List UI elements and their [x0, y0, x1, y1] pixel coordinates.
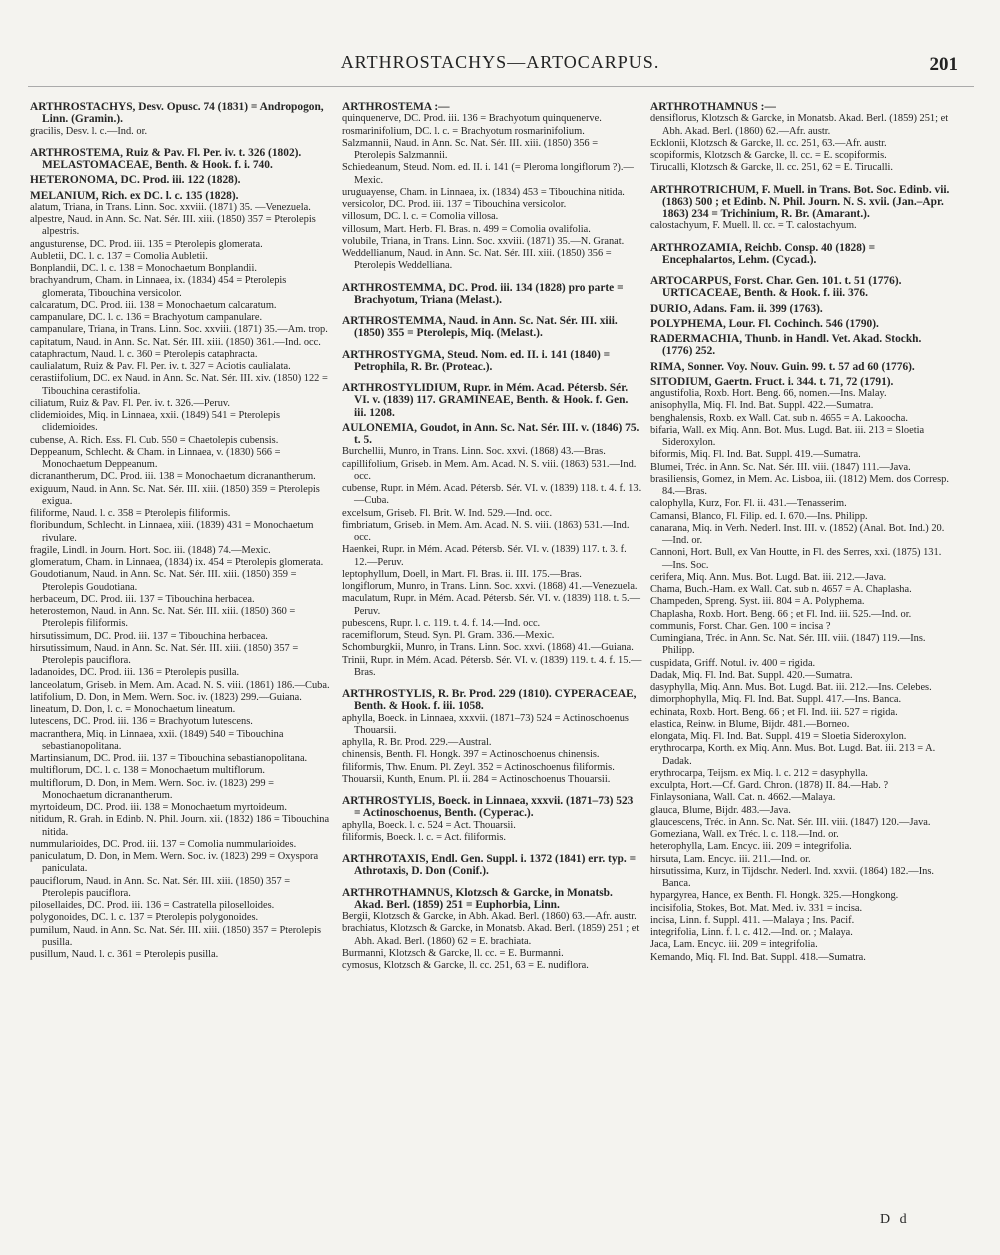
species-entry: Aubletii, DC. l. c. 137 = Comolia Aubletii.: [30, 250, 208, 262]
species-entry: Schiedeanum, Steud. Nom. ed. II. i. 141 (= Pleroma longiflorum ?).—Mexic.: [342, 162, 634, 186]
species-entry: hypargyrea, Hance, ex Benth. Fl. Hongk. 325.—Hongkong.: [650, 890, 899, 902]
species-entry: Haenkei, Rupr. in Mém. Acad. Pétersb. Sér. VI. v. (1839) 117. t. 3. f. 12.—Peruv.: [342, 544, 627, 568]
species-entry: Jaca, Lam. Encyc. iii. 209 = integrifolia.: [650, 939, 818, 951]
genus-entry: ARTHROSTEMA :—: [342, 101, 450, 113]
species-entry: aphylla, R. Br. Prod. 229.—Austral.: [342, 737, 492, 748]
species-entry: Thouarsii, Kunth, Enum. Pl. ii. 284 = Actinoschoenus Thouarsii.: [342, 773, 611, 785]
entry-gap: [342, 373, 642, 379]
species-entry: campanulare, Triana, in Trans. Linn. Soc. xxviii. (1871) 35.—Am. trop.: [30, 324, 328, 336]
species-entry: echinata, Roxb. Hort. Beng. 66 ; et Fl. Ind. iii. 527 = rigida.: [650, 706, 898, 718]
species-entry: densiflorus, Klotzsch & Garcke, in Monatsb. Akad. Berl. (1859) 251; et Abh. Akad. Berl. (1860) 62.—Afr. austr.: [650, 113, 949, 137]
entry-gap: [342, 306, 642, 312]
species-entry: dasyphylla, Miq. Ann. Mus. Bot. Lugd. Bat. iii. 212.—Ins. Celebes.: [650, 682, 932, 693]
species-entry: communis, Forst. Char. Gen. 100 = incisa ?: [650, 620, 831, 632]
species-entry: erythrocarpa, Teijsm. ex Miq. l. c. 212 = dasyphylla.: [650, 767, 868, 779]
species-entry: calostachyum, F. Muell. ll. cc. = T. calostachyum.: [650, 220, 857, 232]
species-entry: angustifolia, Roxb. Hort. Beng. 66, nomen.—Ins. Malay.: [650, 388, 887, 399]
species-entry: Blumei, Tréc. in Ann. Sc. Nat. Sér. III. viii. (1847) 111.—Java.: [650, 461, 911, 473]
species-entry: hirsutissima, Kurz, in Tijdschr. Nederl. Ind. xxvii. (1864) 182.—Ins. Banca.: [650, 865, 934, 889]
species-entry: leptophyllum, Doell, in Mart. Fl. Bras. ii. III. 175.—Bras.: [342, 568, 582, 580]
species-entry: chinensis, Benth. Fl. Hongk. 397 = Actinoschoenus chinensis.: [342, 749, 600, 761]
genus-entry: ARTHROSTYLIS, R. Br. Prod. 229 (1810). CYPERACEAE, Benth. & Hook. f. iii. 1058.: [342, 688, 637, 713]
species-entry: benghalensis, Roxb. ex Wall. Cat. sub n. 4655 = A. Lakoocha.: [650, 412, 908, 424]
species-entry: cubense, A. Rich. Ess. Fl. Cub. 550 = Chaetolepis cubensis.: [30, 434, 279, 446]
species-entry: erythrocarpa, Korth. ex Miq. Ann. Mus. Bot. Lugd. Bat. iii. 213 = A. Dadak.: [650, 743, 936, 767]
species-entry: nitidum, R. Grah. in Edinb. N. Phil. Journ. xii. (1832) 186 = Tibouchina nitida.: [30, 814, 330, 838]
species-entry: excelsum, Griseb. Fl. Brit. W. Ind. 529.—Ind. occ.: [342, 507, 553, 519]
species-entry: dicranantherum, DC. Prod. iii. 138 = Monochaetum dicranantherum.: [30, 471, 316, 483]
page-number: 201: [929, 54, 958, 75]
species-entry: filiformis, Boeck. l. c. = Act. filiformis.: [342, 831, 507, 843]
species-entry: anisophylla, Miq. Fl. Ind. Bat. Suppl. 422.—Sumatra.: [650, 400, 874, 412]
species-entry: Weddellianum, Naud. in Ann. Sc. Nat. Sér. III. xiii. (1850) 356 = Pterolepis Weddelliana.: [342, 248, 612, 272]
entry-gap: [342, 786, 642, 792]
species-entry: elongata, Miq. Fl. Ind. Bat. Suppl. 419 = Sloetia Sideroxylon.: [650, 731, 907, 742]
species-entry: versicolor, DC. Prod. iii. 137 = Tibouchina versicolor.: [342, 199, 567, 210]
genus-entry: ARTHROSTYLIDIUM, Rupr. in Mém. Acad. Pétersb. Sér. VI. v. (1839) 117. GRAMINEAE, Benth. & Hook. f. Gen. iii. 1208.: [342, 382, 629, 419]
species-entry: cymosus, Klotzsch & Garcke, ll. cc. 251, 63 = E. nudiflora.: [342, 960, 589, 971]
species-entry: integrifolia, Linn. f. l. c. 412.—Ind. or. ; Malaya.: [650, 927, 853, 938]
species-entry: Tirucalli, Klotzsch & Garcke, ll. cc. 251, 62 = E. Tirucalli.: [650, 162, 893, 174]
genus-entry: SITODIUM, Gaertn. Fruct. i. 344. t. 71, 72 (1791).: [650, 375, 894, 388]
species-entry: Champeden, Spreng. Syst. iii. 804 = A. Polyphema.: [650, 596, 865, 608]
species-entry: glaucescens, Tréc. in Ann. Sc. Nat. Sér. III. viii. (1847) 120.—Java.: [650, 816, 931, 828]
species-entry: capitatum, Naud. in Ann. Sc. Nat. Sér. III. xiii. (1850) 361.—Ind. occ.: [30, 336, 321, 348]
species-entry: paniculatum, D. Don, in Mem. Wern. Soc. iv. (1823) 299 = Oxyspora paniculata.: [30, 851, 319, 875]
genus-entry: ARTHROTRICHUM, F. Muell. in Trans. Bot. Soc. Edinb. vii. (1863) 500 ; et Edinb. N. Phil. Journ. N. S. xvii. (Jan.–Apr. 1863) 234 = Trichinium, R. Br. (Amarant.).: [650, 183, 950, 220]
species-entry: polygonoides, DC. l. c. 137 = Pterolepis polygonoides.: [30, 912, 259, 924]
species-entry: pusillum, Naud. l. c. 361 = Pterolepis pusilla.: [30, 949, 219, 960]
species-entry: filiformis, Thw. Enum. Pl. Zeyl. 352 = Actinoschoenus filiformis.: [342, 761, 615, 773]
species-entry: floribundum, Schlecht. in Linnaea, xiii. (1839) 431 = Monochaetum rivulare.: [30, 520, 314, 544]
species-entry: Trinii, Rupr. in Mém. Acad. Pétersb. Sér. VI. v. (1839) 119. t. 4. f. 15.—Bras.: [342, 654, 642, 678]
species-entry: cerifera, Miq. Ann. Mus. Bot. Lugd. Bat. iii. 212.—Java.: [650, 571, 887, 583]
species-entry: Burchellii, Munro, in Trans. Linn. Soc. xxvi. (1868) 43.—Bras.: [342, 446, 606, 458]
species-entry: Bergii, Klotzsch & Garcke, in Abh. Akad. Berl. (1860) 63.—Afr. austr.: [342, 911, 637, 922]
species-entry: campanulare, DC. l. c. 136 = Brachyotum campanulare.: [30, 312, 263, 323]
species-entry: pumilum, Naud. in Ann. Sc. Nat. Sér. III. xiii. (1850) 357 = Pterolepis pusilla.: [30, 924, 321, 948]
species-entry: villosum, DC. l. c. = Comolia villosa.: [342, 211, 499, 223]
species-entry: clidemioides, Miq. in Linnaea, xxii. (1849) 541 = Pterolepis clidemioides.: [30, 410, 280, 434]
species-entry: Chaplasha, Roxb. Hort. Beng. 66 ; et Fl. Ind. iii. 525.—Ind. or.: [650, 608, 912, 620]
entry-gap: [650, 266, 950, 272]
species-entry: fragile, Lindl. in Journ. Hort. Soc. iii. (1848) 74.—Mexic.: [30, 544, 271, 556]
species-entry: lineatum, D. Don, l. c. = Monochaetum lineatum.: [30, 704, 236, 715]
entry-gap: [30, 138, 330, 144]
species-entry: maculatum, Rupr. in Mém. Acad. Pétersb. Sér. VI. v. (1839) 118. t. 5.—Peruv.: [342, 593, 641, 617]
genus-entry: ARTHROSTACHYS, Desv. Opusc. 74 (1831) = Andropogon, Linn. (Gramin.).: [30, 101, 324, 126]
genus-entry: ARTHROSTYGMA, Steud. Nom. ed. II. i. 141 (1840) = Petrophila, R. Br. (Proteac.).: [342, 348, 611, 373]
genus-entry: ARTHROTAXIS, Endl. Gen. Suppl. i. 1372 (1841) err. typ. = Athrotaxis, D. Don (Conif.).: [342, 853, 637, 878]
species-entry: fimbriatum, Griseb. in Mem. Am. Acad. N. S. viii. (1863) 531.—Ind. occ.: [342, 519, 630, 543]
genus-entry: RADERMACHIA, Thunb. in Handl. Vet. Akad. Stockh. (1776) 252.: [650, 333, 922, 358]
entry-gap: [650, 175, 950, 181]
species-entry: alatum, Triana, in Trans. Linn. Soc. xxviii. (1871) 35. —Venezuela.: [30, 201, 311, 213]
genus-entry: ARTHROTHAMNUS :—: [650, 101, 776, 113]
species-entry: Finlaysoniana, Wall. Cat. n. 4662.—Malaya.: [650, 792, 836, 804]
column-1: [30, 98, 330, 961]
entry-gap: [342, 679, 642, 685]
species-entry: lanceolatum, Griseb. in Mem. Am. Acad. N. S. viii. (1861) 186.—Cuba.: [30, 679, 330, 691]
species-entry: exculpta, Hort.—Cf. Gard. Chron. (1878) II. 84.—Hab. ?: [650, 780, 889, 791]
species-entry: racemiflorum, Steud. Syn. Pl. Gram. 336.—Mexic.: [342, 630, 555, 641]
species-entry: aphylla, Boeck. l. c. 524 = Act. Thouarsii.: [342, 819, 516, 831]
species-entry: longiflorum, Munro, in Trans. Linn. Soc. xxvi. (1868) 41.—Venezuela.: [342, 581, 638, 592]
species-entry: Salzmannii, Naud. in Ann. Sc. Nat. Sér. III. xiii. (1850) 356 = Pterolepis Salzmannii.: [342, 137, 599, 161]
species-entry: heterophylla, Lam. Encyc. iii. 209 = integrifolia.: [650, 841, 852, 853]
column-3: [650, 98, 950, 964]
species-entry: Bonplandii, DC. l. c. 138 = Monochaetum Bonplandii.: [30, 263, 257, 274]
species-entry: glomeratum, Cham. in Linnaea, (1834) ix. 454 = Pterolepis glomerata.: [30, 557, 324, 568]
genus-entry: ARTHROSTEMMA, DC. Prod. iii. 134 (1828) pro parte = Brachyotum, Triana (Melast.).: [342, 281, 624, 306]
species-entry: angusturense, DC. Prod. iii. 135 = Pterolepis glomerata.: [30, 238, 263, 250]
header-rule: [28, 86, 974, 87]
species-entry: rosmarinifolium, DC. l. c. = Brachyotum rosmarinifolium.: [342, 125, 585, 137]
species-entry: incisa, Linn. f. Suppl. 411. —Malaya ; Ins. Pacif.: [650, 914, 855, 926]
species-entry: cubense, Rupr. in Mém. Acad. Pétersb. Sér. VI. v. (1839) 118. t. 4. f. 13.—Cuba.: [342, 483, 642, 507]
species-entry: herbaceum, DC. Prod. iii. 137 = Tibouchina herbacea.: [30, 593, 255, 605]
genus-entry: MELANIUM, Rich. ex DC. l. c. 135 (1828).: [30, 189, 239, 202]
species-entry: Camansi, Blanco, Fl. Filip. ed. I. 670.—Ins. Philipp.: [650, 510, 868, 522]
species-entry: Martinsianum, DC. Prod. iii. 137 = Tibouchina sebastianopolitana.: [30, 753, 308, 764]
species-entry: multiflorum, DC. l. c. 138 = Monochaetum multiflorum.: [30, 765, 266, 777]
species-entry: dimorphophylla, Miq. Fl. Ind. Bat. Suppl. 417.—Ins. Banca.: [650, 694, 902, 706]
running-title: ARTHROSTACHYS—ARTOCARPUS.: [340, 52, 660, 72]
entry-gap: [342, 273, 642, 279]
species-entry: ladanoides, DC. Prod. iii. 136 = Pterolepis pusilla.: [30, 667, 240, 679]
genus-entry: ARTHROTHAMNUS, Klotzsch & Garcke, in Monatsb. Akad. Berl. (1859) 251 = Euphorbia, Linn.: [342, 886, 613, 911]
species-entry: Dadak, Miq. Fl. Ind. Bat. Suppl. 420.—Sumatra.: [650, 669, 853, 681]
species-entry: caulialatum, Ruiz & Pav. Fl. Per. iv. t. 327 = Aciotis caulialata.: [30, 361, 291, 372]
genus-entry: ARTOCARPUS, Forst. Char. Gen. 101. t. 51 (1776). URTICACEAE, Benth. & Hook. f. iii. 376.: [650, 275, 902, 300]
species-entry: capillifolium, Griseb. in Mem. Am. Acad. N. S. viii. (1863) 531.—Ind. occ.: [342, 458, 637, 482]
species-entry: Gomeziana, Wall. ex Tréc. l. c. 118.—Ind. or.: [650, 829, 839, 840]
species-entry: gracilis, Desv. l. c.—Ind. or.: [30, 125, 148, 137]
species-entry: myrtoideum, DC. Prod. iii. 138 = Monochaetum myrtoideum.: [30, 802, 287, 813]
genus-entry: DURIO, Adans. Fam. ii. 399 (1763).: [650, 302, 823, 315]
genus-entry: ARTHROZAMIA, Reichb. Consp. 40 (1828) = Encephalartos, Lehm. (Cycad.).: [650, 241, 876, 266]
species-entry: calcaratum, DC. Prod. iii. 138 = Monochaetum calcaratum.: [30, 299, 277, 311]
species-entry: Schomburgkii, Munro, in Trans. Linn. Soc. xxvi. (1868) 41.—Guiana.: [342, 642, 634, 654]
signature-mark: D d: [880, 1212, 910, 1227]
species-entry: aphylla, Boeck. in Linnaea, xxxvii. (1871–73) 524 = Actinoschoenus Thouarsii.: [342, 712, 629, 736]
species-entry: hirsuta, Lam. Encyc. iii. 211.—Ind. or.: [650, 853, 811, 865]
entry-gap: [342, 878, 642, 884]
species-entry: latifolium, D. Don, in Mem. Wern. Soc. iv. (1823) 299.—Guiana.: [30, 691, 302, 703]
species-entry: brachyandrum, Cham. in Linnaea, ix. (1834) 454 = Pterolepis glomerata, Tibouchina versicolor.: [30, 275, 287, 299]
species-entry: cerastiifolium, DC. ex Naud. in Ann. Sc. Nat. Sér. III. xiv. (1850) 122 = Tibouchina cerastifolia.: [30, 373, 328, 397]
species-entry: brachiatus, Klotzsch & Garcke, in Monatsb. Akad. Berl. (1859) 251 ; et Abh. Akad. Berl. (1860) 62 = E. brachiata.: [342, 923, 640, 947]
species-entry: calophylla, Kurz, For. Fl. ii. 431.—Tenasserim.: [650, 498, 847, 510]
species-entry: glauca, Blume, Bijdr. 483.—Java.: [650, 804, 791, 816]
species-entry: Kemando, Miq. Fl. Ind. Bat. Suppl. 418.—Sumatra.: [650, 951, 866, 963]
genus-entry: ARTHROSTYLIS, Boeck. in Linnaea, xxxvii. (1871–73) 523 = Actinoschoenus, Benth. (Cyperac.).: [342, 795, 634, 820]
column-2: [342, 98, 642, 972]
species-entry: volubile, Triana, in Trans. Linn. Soc. xxviii. (1871) 35.—N. Granat.: [342, 235, 625, 247]
species-entry: ciliatum, Ruiz & Pav. Fl. Per. iv. t. 326.—Peruv.: [30, 397, 231, 409]
genus-entry: HETERONOMA, DC. Prod. iii. 122 (1828).: [30, 174, 241, 187]
genus-entry: POLYPHEMA, Lour. Fl. Cochinch. 546 (1790).: [650, 317, 879, 330]
species-entry: alpestre, Naud. in Ann. Sc. Nat. Sér. III. xiii. (1850) 357 = Pterolepis alpestris.: [30, 214, 316, 238]
species-entry: hirsutissimum, Naud. in Ann. Sc. Nat. Sér. III. xiii. (1850) 357 = Pterolepis pauciflora.: [30, 642, 299, 666]
entry-gap: [342, 844, 642, 850]
species-entry: villosum, Mart. Herb. Fl. Bras. n. 499 = Comolia ovalifolia.: [342, 223, 591, 235]
species-entry: Deppeanum, Schlecht. & Cham. in Linnaea, v. (1830) 566 = Monochaetum Deppeanum.: [30, 446, 281, 470]
species-entry: nummularioides, DC. Prod. iii. 137 = Comolia nummularioides.: [30, 838, 297, 850]
species-entry: cuspidata, Griff. Notul. iv. 400 = rigida.: [650, 657, 816, 669]
species-entry: multiflorum, D. Don, in Mem. Wern. Soc. iv. (1823) 299 = Monochaetum dicranantherum.: [30, 777, 274, 801]
genus-entry: ARTHROSTEMMA, Naud. in Ann. Sc. Nat. Sér. III. xiii. (1850) 355 = Pterolepis, Miq. (Melast.).: [342, 315, 618, 340]
species-entry: pubescens, Rupr. l. c. 119. t. 4. f. 14.—Ind. occ.: [342, 617, 541, 629]
species-entry: hirsutissimum, DC. Prod. iii. 137 = Tibouchina herbacea.: [30, 630, 268, 642]
species-entry: Ecklonii, Klotzsch & Garcke, ll. cc. 251, 63.—Afr. austr.: [650, 137, 887, 149]
species-entry: Chama, Buch.-Ham. ex Wall. Cat. sub n. 4657 = A. Chaplasha.: [650, 584, 912, 595]
species-entry: Cumingiana, Tréc. in Ann. Sc. Nat. Sér. III. viii. (1847) 119.—Ins. Philipp.: [650, 633, 926, 657]
species-entry: biformis, Miq. Fl. Ind. Bat. Suppl. 419.—Sumatra.: [650, 449, 861, 461]
species-entry: Goudotianum, Naud. in Ann. Sc. Nat. Sér. III. xiii. (1850) 359 = Pterolepis Goudotiana.: [30, 569, 297, 593]
genus-entry: RIMA, Sonner. Voy. Nouv. Guin. 99. t. 57 ad 60 (1776).: [650, 360, 915, 373]
species-entry: Burmanni, Klotzsch & Garcke, ll. cc. = E. Burmanni.: [342, 947, 564, 959]
entry-gap: [650, 233, 950, 239]
entry-gap: [342, 340, 642, 346]
species-entry: heterostemon, Naud. in Ann. Sc. Nat. Sér. III. xiii. (1850) 360 = Pterolepis filiformis.: [30, 606, 296, 630]
species-entry: pilosellaides, DC. Prod. iii. 136 = Castratella piloselloides.: [30, 900, 275, 911]
species-entry: canarana, Miq. in Verh. Nederl. Inst. III. v. (1852) (Anal. Bot. Ind.) 20.—Ind. or.: [650, 522, 945, 546]
species-entry: filiforme, Naud. l. c. 358 = Pterolepis filiformis.: [30, 508, 231, 519]
species-entry: Cannoni, Hort. Bull, ex Van Houtte, in Fl. des Serres, xxi. (1875) 131.—Ins. Soc.: [650, 547, 942, 571]
species-entry: quinquenerve, DC. Prod. iii. 136 = Brachyotum quinquenerve.: [342, 113, 602, 125]
species-entry: elastica, Reinw. in Blume, Bijdr. 481.—Borneo.: [650, 718, 850, 730]
genus-entry: ARTHROSTEMA, Ruiz & Pav. Fl. Per. iv. t. 326 (1802). MELASTOMACEAE, Benth. & Hook. f. i. 740.: [30, 146, 302, 171]
species-entry: uruguayense, Cham. in Linnaea, ix. (1834) 453 = Tibouchina nitida.: [342, 186, 625, 198]
genus-entry: AULONEMIA, Goudot, in Ann. Sc. Nat. Sér. III. v. (1846) 75. t. 5.: [342, 421, 640, 446]
species-entry: bifaria, Wall. ex Miq. Ann. Bot. Mus. Lugd. Bat. iii. 213 = Sloetia Sideroxylon.: [650, 424, 925, 448]
species-entry: cataphractum, Naud. l. c. 360 = Pterolepis cataphracta.: [30, 348, 258, 360]
species-entry: macranthera, Miq. in Linnaea, xxii. (1849) 540 = Tibouchina sebastianopolitana.: [30, 728, 284, 752]
species-entry: lutescens, DC. Prod. iii. 136 = Brachyotum lutescens.: [30, 716, 253, 728]
species-entry: brasiliensis, Gomez, in Mem. Ac. Lisboa, iii. (1812) Mem. dos Corresp. 84.—Bras.: [650, 473, 949, 497]
species-entry: incisifolia, Stokes, Bot. Mat. Med. iv. 331 = incisa.: [650, 902, 863, 914]
species-entry: pauciflorum, Naud. in Ann. Sc. Nat. Sér. III. xiii. (1850) 357 = Pterolepis pauciflora.: [30, 875, 291, 899]
species-entry: exiguum, Naud. in Ann. Sc. Nat. Sér. III. xiii. (1850) 359 = Pterolepis exigua.: [30, 483, 320, 507]
species-entry: scopiformis, Klotzsch & Garcke, ll. cc. = E. scopiformis.: [650, 150, 887, 161]
